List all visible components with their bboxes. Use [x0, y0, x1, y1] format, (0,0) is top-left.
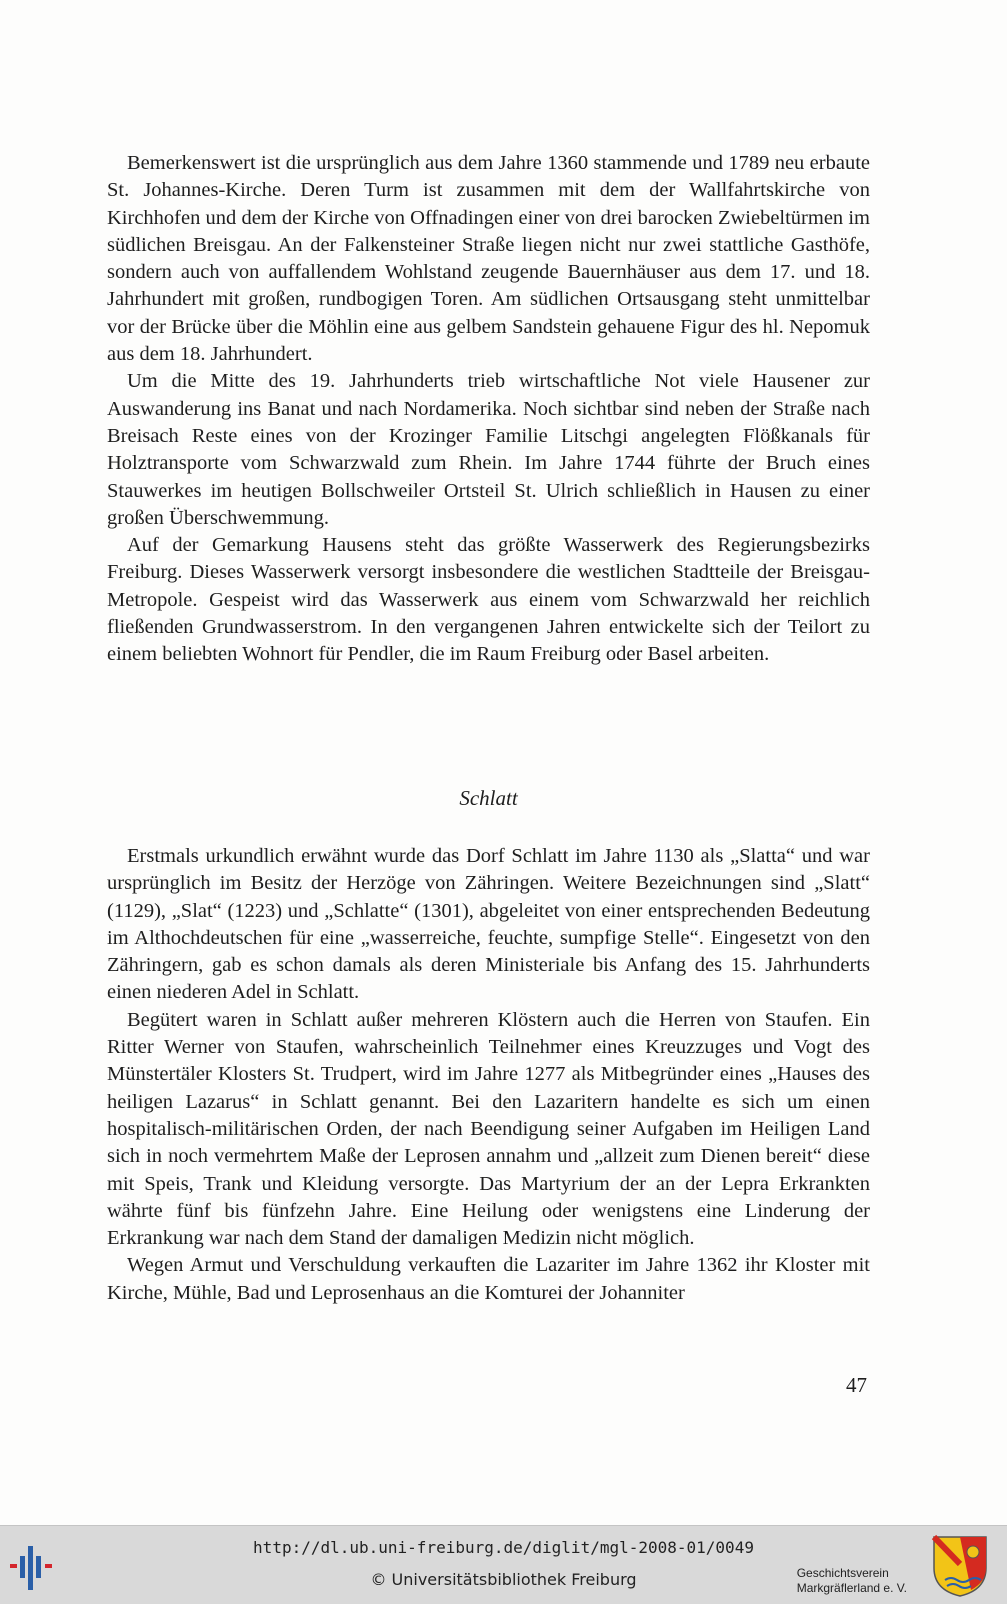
section-title: Schlatt: [459, 786, 518, 810]
paragraph: Wegen Armut und Verschuldung verkauften die Lazariter im Jahre 1362 ihr Kloster mit Kirche, Mühle, Bad und Leprosenhaus an die Komturei der Johanniter: [107, 1254, 870, 1304]
society-line: Geschichtsverein: [796, 1566, 889, 1580]
text-block-schlatt: [107, 843, 870, 1307]
footer-bar: [0, 1525, 1007, 1604]
page-number: 47: [846, 1373, 867, 1397]
footer-copyright: © Universitätsbibliothek Freiburg: [370, 1570, 637, 1589]
society-name: [797, 1566, 907, 1596]
paragraph: Auf der Gemarkung Hausens steht das größte Wasserwerk des Regierungsbezirks Freiburg. Dieses Wasserwerk versorgt insbesondere die westlichen Stadtteile der Breisgau-Metropole. Gespeist wird das Wasserwerk aus einem vom Schwarzwald her reichlich fließenden Grundwasserstrom. In den vergangenen Jahren entwickelte sich der Teilort zu einem beliebten Wohnort für Pendler, die im Raum Freiburg oder Basel arbeiten.: [107, 534, 870, 666]
paragraph: Erstmals urkundlich erwähnt wurde das Dorf Schlatt im Jahre 1130 als „Slatta“ und war ursprünglich im Besitz der Herzöge von Zähringen. Weitere Bezeichnungen sind „Slatt“ (1129), „Slat“ (1223) und „Schlatte“ (1301), abgeleitet von einer entsprechenden Bedeutung im Althochdeutschen für eine „wasserreiche, feuchte, sumpfige Stelle“. Eingesetzt von den Zähringern, gab es schon damals als deren Ministeriale bis Anfang des 15. Jahrhunderts einen niederen Adel in Schlatt.: [107, 845, 870, 1004]
footer-url-link[interactable]: http://dl.ub.uni-freiburg.de/diglit/mgl-2008-01/0049: [253, 1538, 754, 1557]
text-block-hausen: [107, 150, 870, 669]
paragraph: Bemerkenswert ist die ursprünglich aus dem Jahre 1360 stammende und 1789 neu erbaute St. Johannes-Kirche. Deren Turm ist zusammen mit dem der Wallfahrtskirche von Kirchhofen und dem der Kirche von Offnadingen einer von drei barocken Zwiebeltürmen im südlichen Breisgau. An der Falkensteiner Straße liegen nicht nur zwei stattliche Gasthöfe, sondern auch von auffallendem Wohlstand zeugende Bauernhäuser aus dem 17. und 18. Jahrhundert mit großen, rundbogigen Toren. Am südlichen Ortsausgang steht unmittelbar vor der Brücke über die Möhlin eine aus gelbem Sandstein gehauene Figur des hl. Nepomuk aus dem 18. Jahrhundert.: [107, 152, 870, 366]
paragraph: Um die Mitte des 19. Jahrhunderts trieb wirtschaftliche Not viele Hausener zur Auswanderung ins Banat und nach Nordamerika. Noch sichtbar sind neben der Straße nach Breisach Reste eines von der Krozinger Familie Litschgi angelegten Flößkanals für Holztransporte vom Schwarzwald zum Rhein. Im Jahre 1744 führte der Bruch eines Stauwerkes im heutigen Bollschweiler Ortsteil St. Ulrich schließlich in Hausen zu einer großen Überschwemmung.: [107, 370, 870, 529]
society-line: Markgräflerland e. V.: [796, 1581, 907, 1595]
coat-of-arms-icon: [931, 1534, 989, 1598]
paragraph: Begütert waren in Schlatt außer mehreren Klöstern auch die Herren von Staufen. Ein Ritter Werner von Staufen, wahrscheinlich Teilnehmer eines Kreuzzuges und Vogt des Münstertäler Klosters St. Trudpert, wird im Jahre 1277 als Mitbegründer eines „Hauses des heiligen Lazarus“ in Schlatt genannt. Bei den Lazaritern handelte es sich um einen hospitalisch-militärischen Orden, der nach Beendigung seiner Aufgaben im Heiligen Land sich in noch vermehrtem Maße der Leprosen annahm und „allzeit zum Dienen bereit“ diese mit Speis, Trank und Kleidung versorgte. Das Martyrium der an der Lepra Erkrankten währte fünf bis fünfzehn Jahre. Eine Heilung oder wenigstens eine Linderung der Erkrankung war nach dem Stand der damaligen Medizin nicht möglich.: [107, 1008, 870, 1250]
